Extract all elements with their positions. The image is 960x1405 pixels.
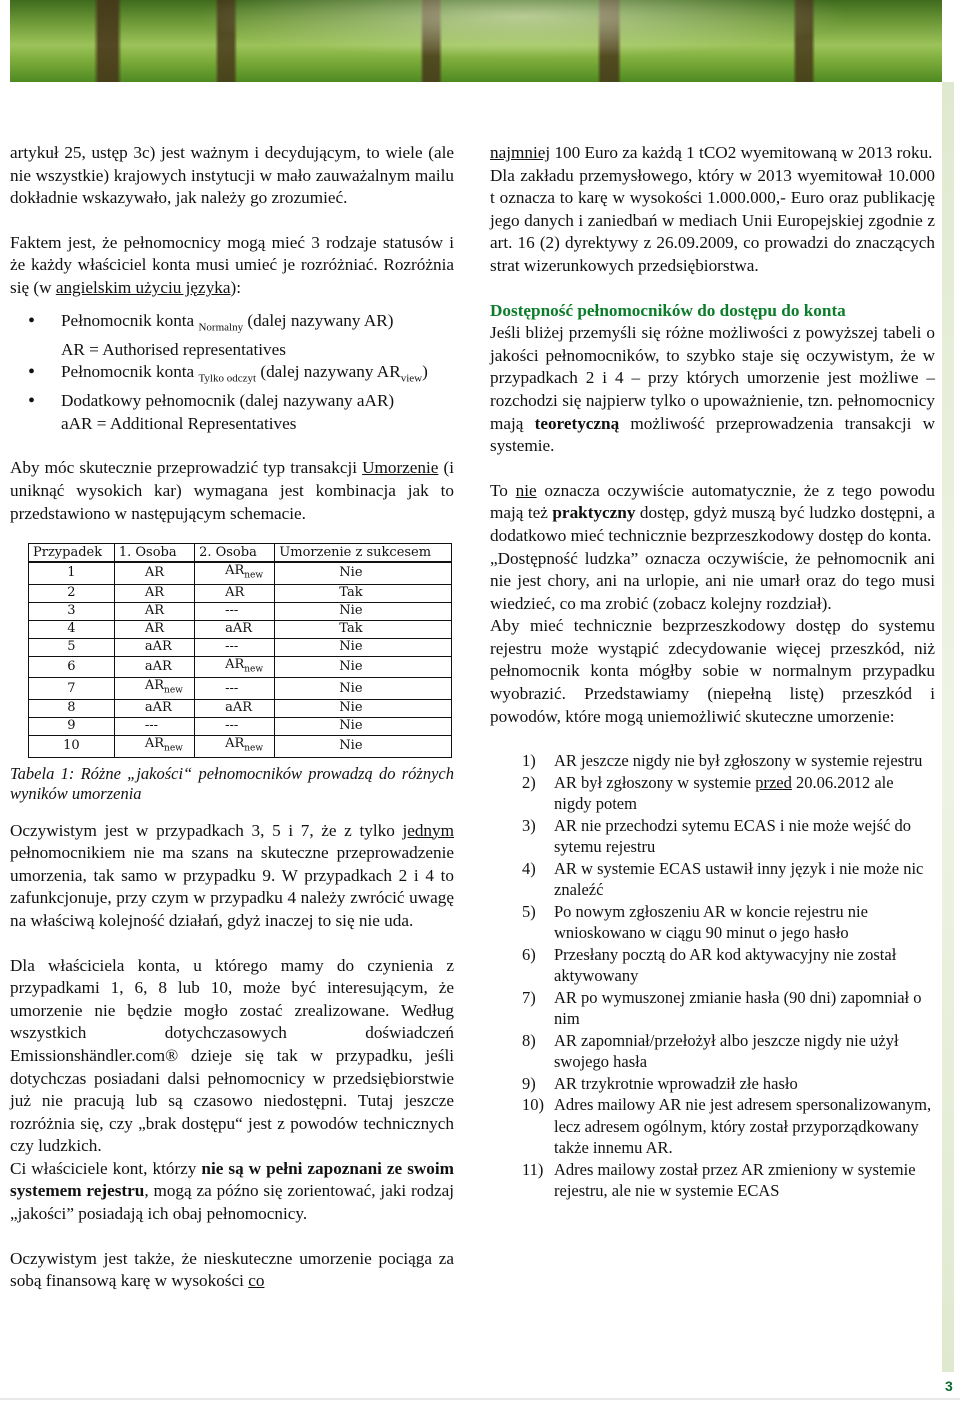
- cell-text: ---: [225, 639, 239, 655]
- table-cell: [114, 699, 194, 717]
- section-heading: Dostępność pełnomocników do dostępu do konta: [490, 300, 846, 320]
- paragraph: [10, 457, 454, 525]
- list-text: Adres mailowy AR nie jest adresem spersonalizowanym, lecz adresem ogólnym, który został przyporządkowany także innemu AR.: [554, 1095, 932, 1158]
- page-number: 3: [945, 1378, 953, 1394]
- cell-text: aAR: [144, 639, 172, 655]
- list-text: Po nowym zgłoszeniu AR w koncie rejestru nie wnioskowano w ciągu 90 minut o jego hasło: [554, 901, 868, 943]
- list-item: [490, 772, 935, 815]
- cell-text: aAR: [144, 659, 172, 675]
- cell-text: AR: [225, 656, 245, 672]
- cell-text: AR: [144, 603, 165, 619]
- cell-text: ---: [225, 680, 239, 696]
- cell-text: AR: [144, 678, 165, 694]
- list-text: AR nie przechodzi sytemu ECAS i nie może wejść do sytemu rejestru: [554, 815, 911, 857]
- subscript: new: [244, 570, 264, 581]
- text: Pełnomocnik konta: [61, 310, 199, 330]
- right-column: [490, 142, 935, 1202]
- table-row: [29, 699, 452, 717]
- table-cell: 1: [29, 562, 115, 584]
- table-row: [29, 678, 452, 700]
- paragraph: Dla zakładu przemysłowego, który w 2013 wyemitował 10.000 t oznacza to karę w wysokości 1.000.000,- Euro oraz publikację jego danych i zaniedbań w mediach Unii Europejskiej zgodnie z art. 16 (2) dyrektywy z 26.09.2009, co prowadzi do znaczących strat wizerunkowych przedsiębiorstwa.: [490, 165, 935, 275]
- table-cell: 5: [29, 638, 115, 656]
- table-row: [29, 602, 452, 620]
- table-cell: [114, 562, 194, 584]
- text: pełnomocnikiem nie ma szans na skuteczne przeprowadzenie umorzenia, tak samo w przypadku 9. W przypadkach 2 i 4 to zafunkcjonuje, przy czym w przypadku 4 należy zwrócić uwagę na właściwą kolejność działań, gdyż inaczej to się nie uda.: [10, 843, 454, 930]
- list-text: AR w systemie ECAS ustawił inny język i nie może nic znaleźć: [554, 858, 924, 900]
- text: ):: [230, 277, 242, 297]
- list-text: Adres mailowy został przez AR zmieniony w systemie rejestru, ale nie w systemie ECAS: [554, 1159, 916, 1201]
- table-cell: [195, 717, 275, 735]
- list-item: [490, 815, 935, 858]
- subscript: Tylko odczyt: [198, 372, 257, 385]
- text: (i uniknąć wysokich kar) wymagana jest kombinacja jak to przedstawiono w następującym schemacie.: [10, 458, 455, 523]
- list-number: 2): [522, 772, 536, 792]
- table-row: [29, 584, 452, 602]
- combination-table: [28, 543, 452, 757]
- list-item: [490, 1159, 935, 1202]
- text: Pełnomocnik konta: [61, 362, 199, 382]
- text: (dalej nazywany AR): [243, 310, 394, 330]
- table-cell: Nie: [275, 562, 452, 584]
- table-header-row: [29, 544, 452, 563]
- list-item: [490, 858, 935, 901]
- underlined-text: najmniej: [490, 143, 551, 162]
- table-cell: Tak: [275, 584, 452, 602]
- text: , mogą za późno się zorientować, jaki rodzaj „jakości” posiadają ich obaj pełnomocnicy.: [10, 1181, 454, 1224]
- table-cell: 8: [29, 699, 115, 717]
- list-item: [490, 1073, 935, 1095]
- subscript: view: [400, 372, 423, 385]
- table-row: [29, 656, 452, 678]
- table-row: [29, 735, 452, 757]
- list-text: Przesłany pocztą do AR kod aktywacyjny nie został aktywowany: [554, 944, 897, 986]
- table-cell: [114, 584, 194, 602]
- table-cell: [114, 656, 194, 678]
- paragraph: „Dostępność ludzka” oznacza oczywiście, że pełnomocnik ani nie jest chory, ani na urlopie, ani nie umarł oraz do tego musi wiedzieć, co ma zrobić (zobacz kolejny rozdział).: [490, 548, 935, 613]
- table-cell: Nie: [275, 602, 452, 620]
- text: ): [422, 362, 428, 382]
- cell-text: ---: [225, 603, 239, 619]
- list-number: 6): [522, 944, 536, 964]
- table-cell: [195, 656, 275, 678]
- table-cell: [195, 620, 275, 638]
- table-cell: 3: [29, 602, 115, 620]
- table-caption: [10, 764, 454, 804]
- list-number: 3): [522, 815, 536, 835]
- table-cell: [195, 562, 275, 584]
- table-cell: 7: [29, 678, 115, 700]
- subscript: new: [244, 664, 264, 675]
- text: dostęp, gdyż muszą być ludzko dostępni, a dodatkowo mieć technicznie bezprzeszkodowy dostęp do konta.: [490, 503, 935, 545]
- table-header: Przypadek: [29, 544, 115, 563]
- cell-text: aAR: [225, 700, 252, 716]
- paragraph: [10, 1248, 454, 1293]
- text: AR = Authorised representatives: [61, 339, 286, 359]
- cell-text: ---: [144, 718, 159, 734]
- table-cell: 4: [29, 620, 115, 638]
- cell-text: AR: [225, 563, 245, 579]
- table-cell: [195, 638, 275, 656]
- table-cell: [195, 584, 275, 602]
- subscript: new: [164, 685, 183, 696]
- table-cell: [195, 678, 275, 700]
- text: Dodatkowy pełnomocnik (dalej nazywany aAR): [61, 391, 395, 411]
- table-cell: [114, 735, 194, 757]
- text: To: [490, 480, 516, 500]
- list-number: 11): [522, 1159, 544, 1179]
- status-list: [10, 310, 454, 436]
- text: (dalej nazywany AR: [256, 362, 401, 382]
- table-cell: 10: [29, 735, 115, 757]
- underlined-text: co: [248, 1271, 265, 1291]
- table-row: [29, 562, 452, 584]
- table-header: Umorzenie z sukcesem: [275, 544, 452, 563]
- cell-text: aAR: [144, 700, 172, 716]
- table-row: [29, 620, 452, 638]
- table-cell: [114, 638, 194, 656]
- table-cell: 9: [29, 717, 115, 735]
- table-cell: [114, 620, 194, 638]
- cell-text: AR: [144, 565, 165, 581]
- bottom-rule: [0, 1398, 960, 1400]
- list-number: 1): [522, 751, 536, 771]
- list-number: 10): [522, 1095, 544, 1115]
- table-cell: [195, 602, 275, 620]
- list-number: 4): [522, 858, 536, 878]
- table-cell: [195, 699, 275, 717]
- paragraph: [490, 142, 935, 165]
- paragraph: Aby mieć technicznie bezprzeszkodowy dostęp do systemu rejestru może wystąpić zdecydowanie więcej przeszkód, niż pełnomocnik konta mógłby sobie w normalnym przypadku wyobrazić. Przedstawiamy (niepełną listę) przeszkód i powodów, które mogą uniemożliwić skuteczne umorzenie:: [490, 616, 935, 726]
- bold-text: praktyczny: [552, 503, 636, 523]
- list-text: AR trzykrotnie wprowadził złe hasło: [554, 1073, 798, 1093]
- list-text: AR zapomniał/przełożył albo jeszcze nigdy nie użył swojego hasła: [554, 1030, 899, 1072]
- underlined-text: angielskim użyciu języka: [55, 277, 231, 297]
- table-cell: [114, 717, 194, 735]
- list-text: AR jeszcze nigdy nie był zgłoszony w systemie rejestru: [554, 751, 923, 771]
- paragraph: [490, 480, 935, 548]
- table-cell: Nie: [275, 656, 452, 678]
- subscript: new: [164, 743, 183, 754]
- obstacle-list: [490, 750, 935, 1202]
- list-item: [10, 390, 454, 435]
- caption-label: Tabela 1: [10, 763, 69, 783]
- text: Jeśli bliżej przemyśli się różne możliwości z powyższej tabeli o jakości pełnomocników, to szybko staje się oczywistym, że w przypadkach 2 i 4 – przy których umorzenie jest możliwe – rozchodzi się najpierw tylko o upoważnienie, tzn. pełnomocnicy mają: [490, 323, 935, 433]
- text: Aby móc skutecznie przeprowadzić typ transakcji: [10, 458, 363, 478]
- list-item: [490, 1030, 935, 1073]
- underlined-text: nie: [515, 480, 537, 500]
- list-number: 9): [522, 1073, 536, 1093]
- underlined-text: przed: [755, 772, 792, 792]
- text: 100 Euro za każdą 1 tCO2 wyemitowaną w 2013 roku.: [550, 143, 933, 162]
- list-number: 8): [522, 1030, 536, 1050]
- table-row: [29, 717, 452, 735]
- text: oznacza oczywiście automatycznie, że z tego powodu mają też: [490, 480, 935, 523]
- cell-text: AR: [144, 585, 165, 601]
- underlined-text: Umorzenie: [362, 458, 439, 478]
- list-item: [10, 361, 454, 390]
- text: możliwość przeprowadzenia transakcji w systemie.: [490, 413, 935, 456]
- table-cell: [195, 735, 275, 757]
- table-cell: Nie: [275, 717, 452, 735]
- list-item: [490, 987, 935, 1030]
- cell-text: AR: [144, 621, 165, 637]
- table-cell: Nie: [275, 699, 452, 717]
- underlined-text: jednym: [402, 820, 454, 840]
- bold-text: nie są w pełni zapoznani ze swoim systemem rejestru: [10, 1158, 454, 1201]
- list-item: [10, 310, 454, 362]
- text: Oczywistym jest w przypadkach 3, 5 i 7, że z tylko: [10, 820, 403, 840]
- bold-text: teoretyczną: [534, 413, 620, 433]
- cell-text: AR: [225, 735, 245, 751]
- text: Faktem jest, że pełnomocnicy mogą mieć 3 rodzaje statusów i że każdy właściciel konta musi umieć je rozróżniać. Rozróżnia się (w: [10, 232, 454, 297]
- subscript: Normalny: [198, 321, 244, 333]
- paragraph: Dla właściciela konta, u którego mamy do czynienia z przypadkami 1, 6, 8 lub 10, może być interesującym, że umorzenie nie będzie mogło zostać zrealizowane. Według wszystkich dotychczasowych doświadczeń Emissionshändler.com® dzieje się tak w przypadku, jeśli dotychczas posiadani dalsi pełnomocnicy w przedsiębiorstwie już nie pracują lub są czasowo niedostępni. Tutaj jeszcze rozróżnia się, czy „brak dostępu“ jest z powodów technicznych czy ludzkich.: [10, 955, 454, 1156]
- list-item: [490, 901, 935, 944]
- table-cell: [114, 678, 194, 700]
- list-item: [490, 750, 935, 772]
- table-cell: Nie: [275, 638, 452, 656]
- paragraph: artykuł 25, ustęp 3c) jest ważnym i decydującym, to wiele (ale nie wszystkie) krajowych instytucji w mało zauważalnym mailu dokładnie wskazywało, jak należy go zrozumieć.: [10, 143, 454, 208]
- text: Oczywistym jest także, że nieskuteczne umorzenie pociąga za sobą finansową karę w wysokości: [10, 1248, 454, 1291]
- text: aAR = Additional Representatives: [61, 413, 297, 433]
- cell-text: ---: [225, 718, 239, 734]
- paragraph: [10, 232, 454, 300]
- table-header: 1. Osoba: [114, 544, 194, 563]
- list-item: [490, 1094, 935, 1159]
- subscript: new: [244, 743, 264, 754]
- left-column: [10, 142, 454, 1293]
- table-cell: Nie: [275, 735, 452, 757]
- paragraph: [10, 1158, 454, 1226]
- table-cell: 6: [29, 656, 115, 678]
- caption-text: : Różne „jakości“ pełnomocników prowadzą do różnych wyników umorzenia: [10, 763, 454, 803]
- list-text: AR był zgłoszony w systemie: [554, 772, 756, 792]
- list-number: 5): [522, 901, 536, 921]
- table-cell: Tak: [275, 620, 452, 638]
- cell-text: aAR: [225, 621, 252, 637]
- list-item: [490, 944, 935, 987]
- paragraph: [10, 820, 454, 933]
- table-cell: 2: [29, 584, 115, 602]
- text: Ci właściciele kont, którzy: [10, 1158, 202, 1178]
- table-cell: Nie: [275, 678, 452, 700]
- cell-text: AR: [225, 585, 245, 601]
- list-text: AR po wymuszonej zmianie hasła (90 dni) zapomniał o nim: [554, 987, 922, 1029]
- banner-light: [10, 0, 942, 82]
- paragraph: [490, 322, 935, 458]
- list-text: 20.06.2012 ale nigdy potem: [554, 772, 894, 814]
- table-row: [29, 638, 452, 656]
- list-number: 7): [522, 987, 536, 1007]
- cell-text: AR: [144, 735, 165, 751]
- table-cell: [114, 602, 194, 620]
- table-header: 2. Osoba: [195, 544, 275, 563]
- right-decorative-strip: [942, 82, 954, 1372]
